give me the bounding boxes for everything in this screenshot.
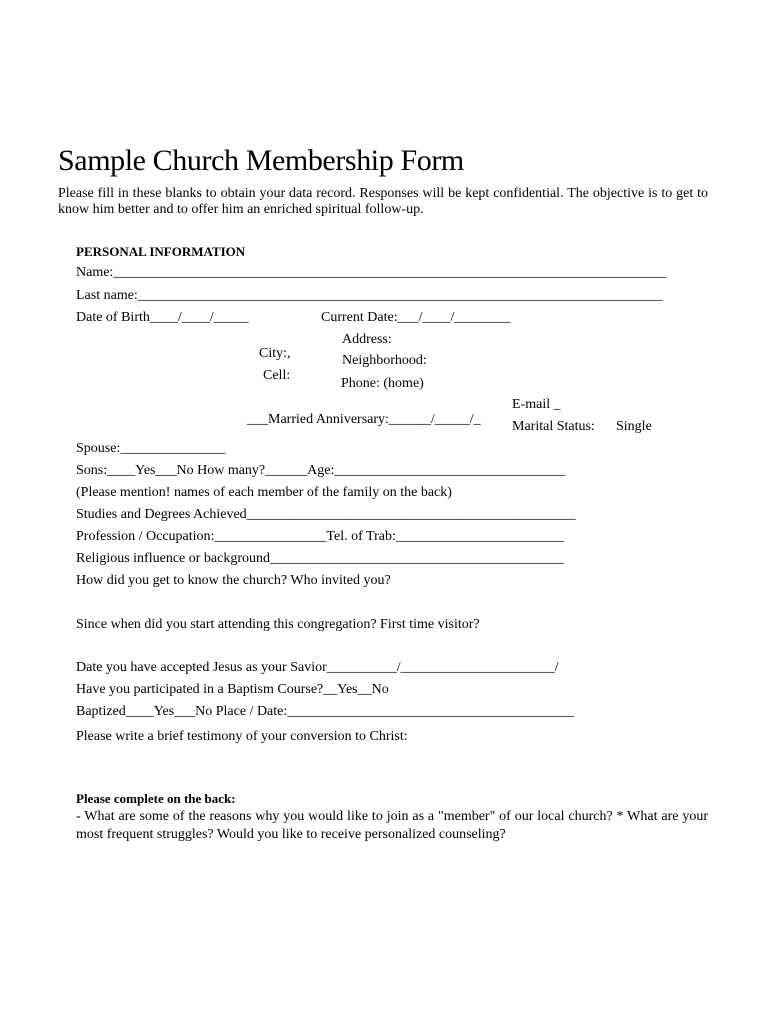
- testimony-prompt: Please write a brief testimony of your conversion to Christ:: [76, 729, 408, 744]
- religious-field[interactable]: Religious influence or background__________________________________________: [76, 551, 565, 566]
- studies-field[interactable]: Studies and Degrees Achieved_______________________________________________: [76, 507, 576, 522]
- family-note: (Please mention! names of each member of the family on the back): [76, 485, 452, 500]
- sons-field[interactable]: Sons:____Yes___No How many?______Age:_________________________________: [76, 463, 566, 478]
- spouse-field[interactable]: Spouse:_______________: [76, 441, 226, 456]
- accepted-jesus-field[interactable]: Date you have accepted Jesus as your Savior__________/______________________/: [76, 660, 559, 675]
- know-church-question: How did you get to know the church? Who invited you?: [76, 573, 391, 588]
- phone-field[interactable]: Phone: (home): [341, 376, 424, 391]
- baptism-course-field[interactable]: Have you participated in a Baptism Course?__Yes__No: [76, 682, 389, 697]
- last-name-field[interactable]: Last name:___________________________________________________________________________: [76, 288, 663, 303]
- anniversary-field[interactable]: ___Married Anniversary:______/_____/_: [247, 412, 481, 427]
- back-heading: Please complete on the back:: [76, 791, 236, 806]
- dob-field[interactable]: Date of Birth____/____/_____: [76, 310, 249, 325]
- cell-field[interactable]: Cell:: [263, 368, 291, 383]
- address-field[interactable]: Address:: [342, 332, 392, 347]
- marital-status-label: Marital Status:: [512, 419, 595, 434]
- intro-text: Please fill in these blanks to obtain your data record. Responses will be kept confidential. The objective is to get to know him better and to offer him an enriched spiritual follow-up.: [58, 186, 708, 217]
- personal-heading: PERSONAL INFORMATION: [76, 244, 246, 259]
- email-field[interactable]: E-mail _: [512, 397, 561, 412]
- current-date-field[interactable]: Current Date:___/____/________: [321, 310, 511, 325]
- back-text: - What are some of the reasons why you would like to join as a "member" of our local church? * What are your most frequent struggles? Would you like to receive personalized counseling?: [76, 809, 708, 842]
- page-title: Sample Church Membership Form: [58, 144, 464, 177]
- attending-question: Since when did you start attending this congregation? First time visitor?: [76, 617, 480, 632]
- marital-status-value[interactable]: Single: [616, 419, 652, 434]
- profession-field[interactable]: Profession / Occupation:________________Tel. of Trab:________________________: [76, 529, 564, 544]
- neighborhood-field[interactable]: Neighborhood:: [342, 353, 427, 368]
- city-field[interactable]: City:,: [259, 346, 291, 361]
- name-field[interactable]: Name:_______________________________________________________________________________: [76, 265, 667, 280]
- baptized-field[interactable]: Baptized____Yes___No Place / Date:_________________________________________: [76, 704, 575, 719]
